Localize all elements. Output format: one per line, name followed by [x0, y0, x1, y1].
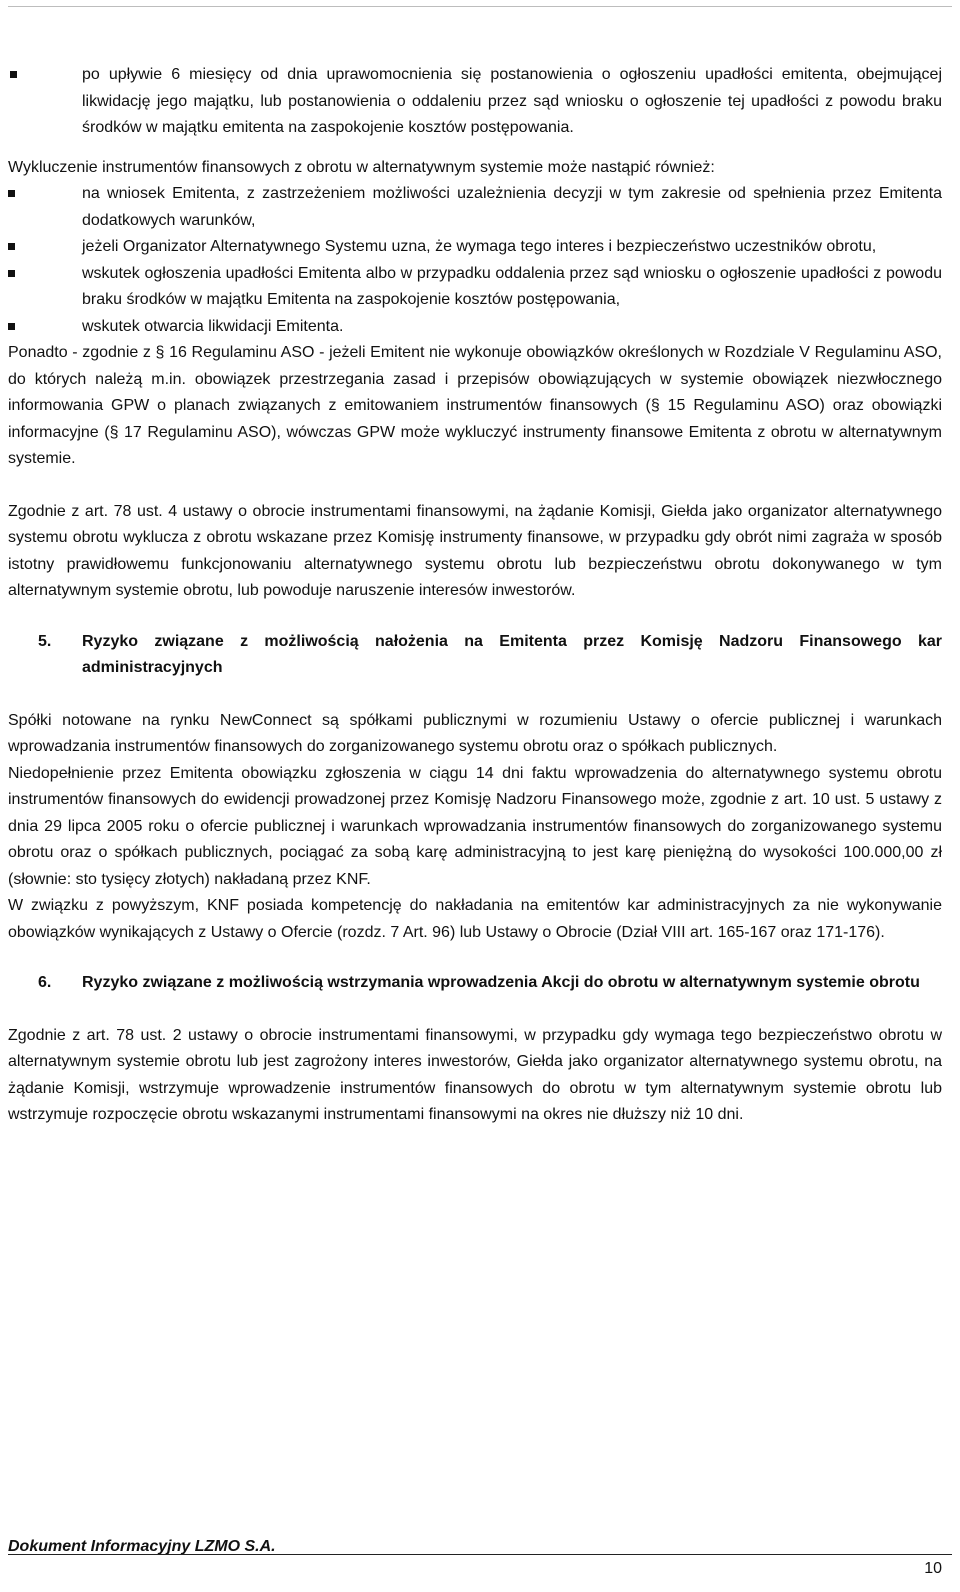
square-bullet-icon — [8, 270, 15, 277]
square-bullet-icon — [10, 71, 17, 78]
list-item: na wniosek Emitenta, z zastrzeżeniem możliwości uzależnienia decyzji w tym zakresie od spełnienia przez Emitenta dodatkowych warunków, — [8, 181, 942, 234]
exclusion-intro: Wykluczenie instrumentów finansowych z obrotu w alternatywnym systemie może nastąpić również: — [8, 158, 715, 176]
square-bullet-icon — [8, 190, 15, 197]
list-item: jeżeli Organizator Alternatywnego Systemu uzna, że wymaga tego interes i bezpieczeństwo uczestników obrotu, — [8, 234, 942, 261]
document-body — [8, 62, 942, 1129]
footer-title: Dokument Informacyjny LZMO S.A. — [8, 1538, 276, 1555]
paragraph-w-zwiazku: W związku z powyższym, KNF posiada kompetencję do nakładania na emitentów kar administracyjnych za nie wykonywanie obowiązków wynikających z Ustawy o Ofercie (rozdz. 7 Art. 96) lub Ustawy o Obrocie (Dział VIII art. 165-167 oraz 171-176). — [8, 897, 942, 941]
list-item: wskutek otwarcia likwidacji Emitenta. — [8, 314, 942, 341]
list-item: wskutek ogłoszenia upadłości Emitenta albo w przypadku oddalenia przez sąd wniosku o ogłoszenie upadłości z powodu braku środków w majątku Emitenta na zaspokojenie kosztów postępowania, — [8, 261, 942, 314]
exclusion-bullet-list — [8, 181, 942, 340]
paragraph-ponadto: Ponadto - zgodnie z § 16 Regulaminu ASO - jeżeli Emitent nie wykonuje obowiązków określonych w Rozdziale V Regulaminu ASO, do których należą m.in. obowiązek przestrzegania zasad i przepisów obowiązujących w systemie obowiązek niezwłocznego informowania GPW o planach związanych z emitowaniem instrumentów finansowych (§ 15 Regulaminu ASO) oraz obowiązki informacyjne (§ 17 Regulaminu ASO), wówczas GPW może wykluczyć instrumenty finansowe Emitenta z obrotu w alternatywnym systemie. — [8, 344, 942, 467]
section-title: Ryzyko związane z możliwością nałożenia na Emitenta przez Komisję Nadzoru Finansowego kar administracyjnych — [82, 632, 942, 676]
section-title: Ryzyko związane z możliwością wstrzymania wprowadzenia Akcji do obrotu w alternatywnym systemie obrotu — [82, 974, 920, 991]
top-bullet-list — [8, 62, 942, 142]
section-number: 5. — [38, 632, 52, 650]
paragraph-niedopelnienie: Niedopełnienie przez Emitenta obowiązku zgłoszenia w ciągu 14 dni faktu wprowadzenia do alternatywnego systemu obrotu instrumentów finansowych do ewidencji prowadzonej przez Komisję Nadzoru Finansowego może, zgodnie z art. 10 ust. 5 ustawy z dnia 29 lipca 2005 roku o ofercie publicznej i warunkach wprowadzania instrumentów finansowych do zorganizowanego systemu obrotu oraz o spółkach publicznych, pociągać za sobą karę administracyjną to jest karę pieniężną do wysokości 100.000,00 zł (słownie: sto tysięcy złotych) nakładaną przez KNF. — [8, 764, 942, 888]
page-number: 10 — [924, 1560, 942, 1577]
square-bullet-icon — [8, 243, 15, 250]
section-6-heading — [8, 970, 942, 997]
paragraph-spolki: Spółki notowane na rynku NewConnect są spółkami publicznymi w rozumieniu Ustawy o ofercie publicznej i warunkach wprowadzania instrumentów finansowych do zorganizowanego systemu obrotu oraz o spółkach publicznych. — [8, 711, 942, 755]
list-item: po upływie 6 miesięcy od dnia uprawomocnienia się postanowienia o ogłoszeniu upadłości emitenta, obejmującej likwidację jego majątku, lub postanowienia o oddaleniu przez sąd wniosku o ogłoszenie tej upadłości z powodu braku środków w majątku emitenta na zaspokojenie kosztów postępowania. — [8, 62, 942, 142]
footer-rule — [8, 1554, 952, 1555]
paragraph-art78-ust4: Zgodnie z art. 78 ust. 4 ustawy o obrocie instrumentami finansowymi, na żądanie Komisji, Giełda jako organizator alternatywnego systemu obrotu wyklucza z obrotu wskazane przez Komisję instrumenty finansowe, w przypadku gdy obrót nimi zagraża w sposób istotny prawidłowemu funkcjonowaniu alternatywnego systemu obrotu lub bezpieczeństwu obrotu dokonywanego w tym alternatywnym systemie obrotu, lub powoduje naruszenie interesów inwestorów. — [8, 502, 942, 599]
paragraph-art78-ust2: Zgodnie z art. 78 ust. 2 ustawy o obrocie instrumentami finansowymi, w przypadku gdy wymaga tego bezpieczeństwo obrotu w alternatywnym systemie obrotu lub jest zagrożony interes inwestorów, Giełda jako organizator alternatywnego systemu obrotu, na żądanie Komisji, wstrzymuje wprowadzenie instrumentów finansowych do obrotu w tym alternatywnym systemie obrotu lub wstrzymuje rozpoczęcie obrotu wskazanymi instrumentami finansowymi na okres nie dłuższy niż 10 dni. — [8, 1026, 942, 1123]
section-number: 6. — [38, 974, 52, 991]
section-5-heading — [8, 629, 942, 682]
square-bullet-icon — [8, 323, 15, 330]
top-rule — [8, 6, 952, 7]
